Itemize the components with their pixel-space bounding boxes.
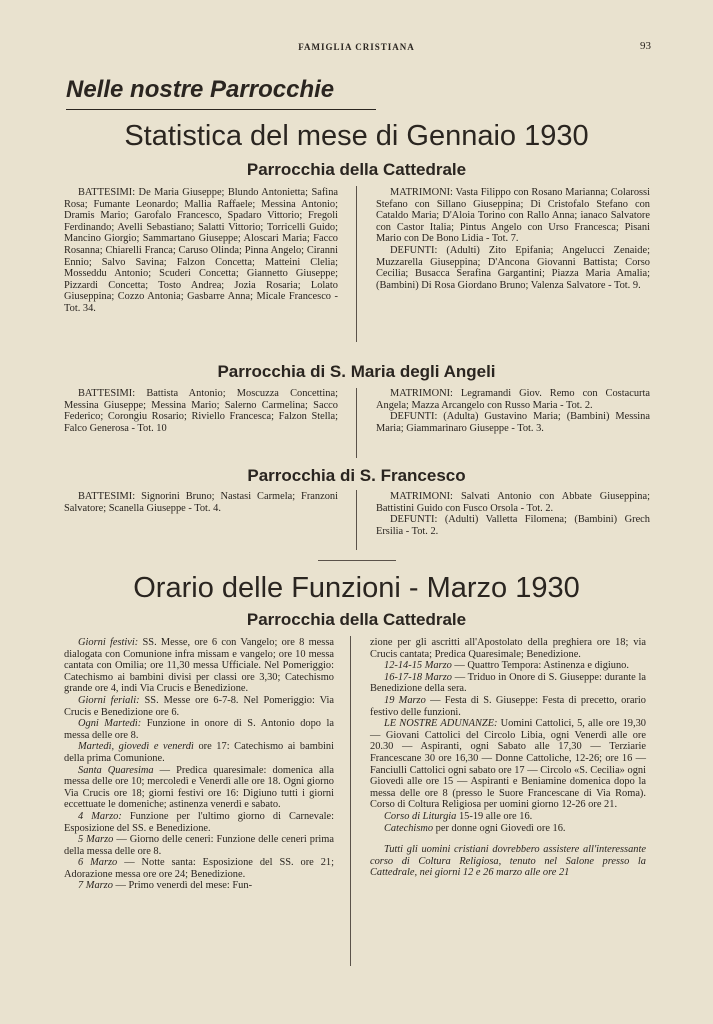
- section-title: Nelle nostre Parrocchie: [66, 76, 335, 103]
- angeli-matrimoni-defunti: [376, 388, 650, 434]
- left-entry-lead: Giorni festivi:: [78, 637, 139, 648]
- column-divider: [356, 186, 357, 342]
- column-divider: [356, 388, 357, 458]
- right-entry-text: 15-19 alle ore 16.: [456, 810, 533, 822]
- left-entry-text: Funzione per l'ultimo giorno di Carnevale: Esposizione del SS. e Benedizione.: [64, 810, 334, 834]
- left-entry-text: — Notte santa: Esposizione del SS. ore 21; Adorazione messa ore ore 24; Benedizione.: [64, 857, 334, 880]
- right-entry: [370, 718, 646, 811]
- angeli-defunti: DEFUNTI: (Adulta) Gustavino Maria; (Bambini) Messina Maria; Giammarinaro Giuseppe - Tot. 3.: [376, 411, 650, 434]
- orario-right-items: [370, 637, 646, 834]
- francesco-matrimoni-defunti: [376, 491, 650, 537]
- angeli-battesimi: [64, 388, 338, 434]
- running-head: FAMIGLIA CRISTIANA: [298, 42, 415, 52]
- cattedrale-defunti: DEFUNTI: (Adulti) Zito Epifania; Angelucci Zenaide; Muzzarella Giuseppina; D'Ancona Giovanni Battista; Corso Cecilia; Busacca Serafina Gargantini; Piazza Maria Amalia; (Bambini) Di Rosa Giordano Bruno; Valenza Salvatore - Tot. 9.: [376, 244, 650, 291]
- column-divider: [350, 636, 351, 966]
- section-title-underline: [66, 109, 376, 110]
- right-entry-lead: Catechismo: [384, 822, 434, 834]
- column-divider: [356, 490, 357, 550]
- cattedrale-matrimoni: MATRIMONI: Vasta Filippo con Rosano Marianna; Colarossi Stefano con Sillano Giuseppina; Di Cristofalo Stefano con Cataldo Maria; D'Aloia Torino con Rallo Anna; ianaco Salvatore con Castor Italia; Pintus Angelo con Urso Francesca; Pisani Mario con De Bono Lidia - Tot. 7.: [376, 187, 650, 245]
- left-entry: [64, 880, 334, 892]
- cattedrale-battesimi-text: BATTESIMI: De Maria Giuseppe; Blundo Antonietta; Safina Rosa; Fumante Leonardo; Mallia Raffaele; Messina Antonio; Dramis Mario; Garofalo Francesco, Spadaro Vittorio; Fregoli Ferdinando; Avelli Sebastiano; Salatti Vittorio; Torricelli Guido; Mancino Giorgio; Sammartano Giuseppe; Aloscari Maria; Facco Rosanna; Chiarelli Franca; Caruso Olinda; Pinna Angelo; Ciranni Ennio; Salvo Savina; Falzon Concetta; Matteini Clelia; Mosseddu Antonio; Scuderi Concetta; Giannetto Giuseppe; Pizzardi Concetta; Tosto Andrea; Jozia Rosaria; Lolato Giuseppina; Cozzo Antonia; Gasbarre Anna; Micale Francesco - Tot. 34.: [64, 187, 338, 314]
- right-entry: [370, 695, 646, 718]
- cattedrale-matrimoni-defunti: [376, 187, 650, 291]
- orario-right-column: [370, 637, 646, 879]
- right-entry: [370, 672, 646, 695]
- left-entry: [64, 811, 334, 834]
- francesco-defunti: DEFUNTI: (Adulti) Valletta Filomena; (Bambini) Grech Ersilia - Tot. 2.: [376, 514, 650, 537]
- left-entry-lead: Martedì, giovedì e venerdì: [78, 741, 194, 753]
- right-entry-lead: Corso di Liturgia: [384, 810, 457, 822]
- right-entry-lead: LE NOSTRE ADUNANZE:: [384, 718, 498, 730]
- right-entry: [370, 637, 646, 660]
- left-entry: [64, 741, 334, 764]
- section-separator: [318, 560, 396, 561]
- cattedrale-heading: Parrocchia della Cattedrale: [246, 160, 467, 179]
- orario-title: Orario delle Funzioni - Marzo 1930: [133, 572, 580, 604]
- left-entry-lead: Santa Quaresima: [78, 764, 154, 776]
- right-entry-lead: 12-14-15 Marzo: [384, 660, 452, 672]
- right-entry-text: — Festa di S. Giuseppe: Festa di precetto, orario festivo delle funzioni.: [370, 694, 646, 718]
- left-entry-text: — Primo venerdì del mese: Fun-: [112, 880, 253, 892]
- left-entry: [64, 718, 334, 741]
- right-entry-text: per donne ogni Giovedì ore 16.: [433, 822, 566, 834]
- right-entry-text: zione per gli ascritti all'Apostolato della preghiera ore 18; via Crucis cantata; Predica Quaresimale; Benedizione.: [370, 637, 646, 660]
- francesco-matrimoni: MATRIMONI: Salvati Antonio con Abbate Giuseppina; Battistini Guido con Fusco Orsola - Tot. 2.: [376, 491, 650, 514]
- left-entry-text: SS. Messe, ore 6 con Vangelo; ore 8 messa dialogata con Comunione infra missam e vangelo; ore 10 messa cantata con Omilia; ore 11,30 messa Ufficiale. Nel Pomeriggio: Catechismo ai bambini divisi per classi ore 3,30; Catechismo grande ore 4, indi Via Crucis e Benedizione.: [64, 637, 334, 695]
- right-entry-lead: 16-17-18 Marzo: [384, 671, 452, 683]
- right-entry-text: Uomini Cattolici, 5, alle ore 19,30 — Giovani Cattolici del Circolo Libia, ogni Venerdì alle ore 20.30 — Aspiranti, ogni Sabato alle 17,30 — Terziarie Francescane 30 ore 16,30 — Donne Cattoliche, 12-26; ore 16 — Fanciulli Cattolici ogni sabato ore 17 — Circolo «S. Cecilia» ogni Giovedì alle ore 15 — Aspiranti e Beniamine domenica dopo la messa delle ore 8 (presso le Suore Francescane di Via Roma). Corso di Coltura Religiosa per uomini giorno 12-26 ore 21.: [370, 718, 646, 811]
- orario-left-column: [64, 637, 334, 892]
- cattedrale-battesimi: [64, 187, 338, 315]
- footer-note: Tutti gli uomini cristiani dovrebbero assistere all'interessante corso di Coltura Religiosa, tenuto nel Salone presso la Cattedrale, nei giorni 12 e 26 marzo alle ore 21: [370, 844, 646, 879]
- right-entry: [370, 823, 646, 835]
- angeli-battesimi-text: BATTESIMI: Battista Antonio; Moscuzza Concettina; Messina Giuseppe; Messina Mario; Salerno Carmelina; Sacco Federico; Corongiu Rosario; Riviello Francesca; Falzon Stella; Falco Generosa - Tot. 10: [64, 388, 338, 434]
- left-entry-text: ore 17: Catechismo ai bambini della prima Comunione.: [64, 741, 334, 764]
- left-entry: [64, 637, 334, 695]
- francesco-battesimi: [64, 491, 338, 514]
- left-entry-lead: 7 Marzo: [78, 880, 113, 892]
- left-entry-lead: 6 Marzo: [78, 857, 118, 869]
- left-entry: [64, 695, 334, 718]
- left-entry: [64, 834, 334, 857]
- left-entry: [64, 765, 334, 811]
- left-entry-text: — Giorno delle ceneri: Funzione delle ceneri prima della messa delle ore 8.: [64, 834, 334, 857]
- left-entry-lead: 4 Marzo:: [78, 810, 122, 822]
- orario-heading: Parrocchia della Cattedrale: [246, 610, 467, 629]
- right-entry-text: — Triduo in Onore di S. Giuseppe: durante la Benedizione della sera.: [370, 671, 646, 695]
- page-number: 93: [640, 40, 651, 52]
- right-entry: [370, 811, 646, 823]
- francesco-heading: Parrocchia di S. Francesco: [247, 466, 466, 485]
- left-entry-text: Funzione in onore di S. Antonio dopo la messa delle ore 8.: [64, 718, 334, 741]
- left-entry-lead: Ogni Martedì:: [78, 718, 142, 730]
- left-entry: [64, 857, 334, 880]
- left-entry-text: — Predica quaresimale: domenica alla messa delle ore 10; mercoledì e Venerdì alle ore 18. Ogni giorno Via Crucis ore 18; giorni festivi ore 16: Digiuno tutti i giorni eccettuate le domeniche; astinenza venerdì e sabato.: [64, 764, 334, 811]
- angeli-matrimoni: MATRIMONI: Legramandi Giov. Remo con Costacurta Angela; Mazza Arcangelo con Russo Maria - Tot. 2.: [376, 388, 650, 411]
- right-entry: [370, 660, 646, 672]
- left-entry-lead: 5 Marzo: [78, 834, 114, 846]
- statistica-title: Statistica del mese di Gennaio 1930: [124, 120, 589, 152]
- left-entry-text: SS. Messe ore 6-7-8. Nel Pomeriggio: Via Crucis e Benedizione ore 6.: [64, 694, 334, 718]
- francesco-battesimi-text: BATTESIMI: Signorini Bruno; Nastasi Carmela; Franzoni Salvatore; Scanella Giuseppe - Tot. 4.: [64, 491, 338, 514]
- left-entry-lead: Giorni feriali:: [78, 694, 140, 706]
- angeli-heading: Parrocchia di S. Maria degli Angeli: [217, 362, 496, 381]
- right-entry-lead: 19 Marzo: [384, 694, 426, 706]
- right-entry-text: — Quattro Tempora: Astinenza e digiuno.: [451, 660, 629, 672]
